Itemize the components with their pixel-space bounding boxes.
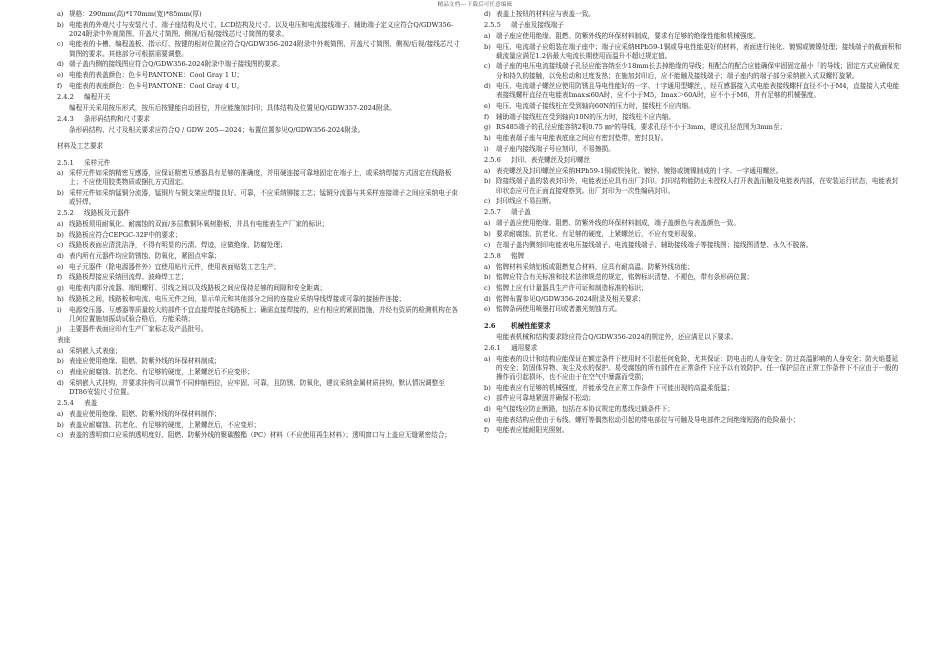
list-marker: a) — [57, 169, 64, 178]
list-text: 端子座内接线端子号应刻印，不易擦损。 — [496, 144, 615, 153]
list-item — [57, 169, 462, 187]
list-item — [57, 231, 462, 240]
list-marker: a) — [484, 262, 491, 271]
list-item — [57, 189, 462, 207]
list-text: 铭牌布置参见Q/GDW356-2024附录及相关要求； — [496, 294, 645, 303]
list-marker: a) — [484, 31, 491, 40]
list-text: 端子盖应使用绝缘、阻燃、防紫外线的环保材料制成，端子盖颜色与表盖颜色一致。 — [496, 219, 740, 228]
list-item — [484, 305, 904, 314]
list-item — [484, 284, 904, 293]
list-marker: h) — [57, 294, 64, 303]
list-text: 线路板焊接应采纳回流焊、波峰焊工艺； — [69, 273, 188, 282]
list-item — [484, 123, 904, 132]
list-item — [57, 306, 462, 324]
list-text: 表壳螺丝及封印螺丝应采纳HPb59-1铜或铁钝化、镀锌、镀铬或镀镍制成的十字、一字通用螺丝。 — [496, 166, 783, 175]
section-2-5-heading: 材料及工艺要求 — [57, 141, 104, 150]
list-meter-cover — [57, 410, 462, 440]
list-item — [57, 421, 462, 430]
list-marker: d) — [57, 378, 64, 387]
section-2-4-3-heading: 2.4.3 条形码结构和尺寸要求 — [57, 114, 150, 123]
section-2-6-1-heading: 2.6.1 通用要求 — [484, 344, 538, 353]
list-text: 采纳嵌入式挂钩，并要求挂钩可以调节不同伸缩档位，应牢固、可靠，且防锈、防氧化，建议采纳金属材质挂钩，默认情况调整至DT86安装尺寸位置。 — [69, 378, 445, 396]
list-text: 铭牌上应有计量器具生产许可证和制造标准的标识； — [496, 283, 648, 292]
list-item — [484, 416, 904, 425]
list-marker: b) — [484, 383, 491, 392]
list-meter-base — [57, 347, 462, 397]
list-marker: i) — [484, 144, 489, 153]
list-text: 规格：290mm(高)*170mm(宽)*85mm(厚) — [69, 10, 202, 18]
list-text: 封印线应不易拉断。 — [496, 197, 556, 206]
list-item — [484, 426, 904, 435]
section-2-5-2-heading: 2.5.2 线路板及元器件 — [57, 209, 131, 218]
list-circuit-board — [57, 220, 462, 334]
list-text: 表座应使用绝缘、阻燃、防紫外线的环保材料制成； — [69, 357, 221, 366]
list-item — [57, 252, 462, 261]
list-item — [484, 405, 904, 414]
list-marker: a) — [484, 166, 491, 175]
list-marker: e) — [484, 415, 491, 424]
section-2-4-2-heading: 2.4.2 编程开关 — [57, 92, 111, 101]
section-2-4-3-text: 条形码结构、尺寸及相关要求应符合Q / GDW 205—2024；布置位置参见Q/GDW356-2024附录。 — [69, 125, 365, 134]
list-item — [484, 394, 904, 403]
list-item — [57, 40, 462, 58]
list-marker: h) — [484, 134, 491, 143]
list-marker: e) — [484, 102, 491, 110]
list-item — [57, 220, 462, 229]
list-marker: a) — [484, 219, 491, 228]
section-2-5-7-heading: 2.5.7 端子盖 — [484, 208, 531, 217]
list-text: 铭牌条码使用喷墨打印或者激光刻蚀方式。 — [496, 305, 622, 314]
section-2-5-3-heading: 表座 — [57, 336, 71, 345]
list-text: 电压、电流端子接线柱在受到轴向60N的压力时，接线柱不应内缩。 — [496, 102, 695, 110]
list-marker: e) — [57, 262, 64, 271]
list-text: 电压、电流端子应组装在端子座中；端子应采纳HPb59-1铜或导电性能更好的材料，表面进行钝化、镀锡或镀镍处理；接线端子的截面积和载流量应满足1.2倍最大电流长期使用而温升不超过规定值。 — [496, 42, 902, 60]
right-column — [484, 10, 904, 437]
list-text: 电能表的表盖颜色：色卡号PANTONE：Cool Gray 1 U； — [69, 70, 244, 79]
list-text: 表座应耐腐蚀、抗老化、有足够的硬度，上紧螺丝后不应变形； — [69, 368, 254, 377]
list-text: 表盖应使用绝缘、阻燃、防紫外线的环保材料制作； — [69, 409, 221, 418]
list-marker: c) — [484, 240, 491, 249]
list-item — [484, 145, 904, 154]
list-marker: b) — [57, 188, 64, 197]
section-2-4-2-text: 编程开关采用按压形式，按压后按键能自动回位，并应能施加封印；具体结构及位置见Q/GDW357-2024附录。 — [69, 103, 396, 112]
list-text: 采样元件如采纳锰铜分流器，锰铜片与铜支架应焊接良好、可靠，不应采纳铆接工艺；锰铜分流器与其采样连接端子之间应采纳电子束或钎焊。 — [69, 188, 459, 207]
list-item — [57, 368, 462, 377]
list-item — [57, 82, 462, 91]
list-text: 铭牌应符合有关标准和技术法律规范的规定，铭牌标识清楚、不褪色，带有条形码位置； — [496, 273, 754, 282]
list-item — [57, 325, 462, 334]
list-marker: f) — [484, 112, 490, 121]
list-marker: d) — [484, 405, 491, 414]
list-marker: b) — [57, 420, 64, 429]
list-terminal-cover — [484, 219, 904, 249]
list-item — [57, 10, 462, 19]
list-marker: b) — [484, 177, 491, 186]
list-text: 线路板应符合CEPGC-32F中的要求； — [69, 230, 182, 239]
list-text: 电能表内部分流器、端钮螺钉、引线之间以及线路板之间应保持足够的间隙和安全距离； — [69, 284, 327, 293]
list-item — [484, 134, 904, 143]
list-marker: b) — [57, 230, 64, 239]
list-text: 电源变压器、互感器等质量较大的部件不宜直接焊接在线路板上；确需直接焊接的，应有相应的紧固措施，并经有资质的检测机构在各几何位置施加振动试验合格后，方能采纳； — [69, 305, 459, 323]
list-item — [57, 347, 462, 356]
list-text: 端子座的电压电流接线端子孔径应能容纳至少18mm长去掉绝缘的导线；相配合的配合应能确保牢固固定最小「的导线；固定方式应确保充分和持久的接触，以免松动和过度发热；在施加封印后，应不能触及接线端子；端子座内的端子部分采纳嵌入式双螺钉旋紧。 — [496, 62, 900, 80]
section-2-5-8-heading: 2.5.8 铭牌 — [484, 251, 525, 260]
list-item — [484, 177, 904, 195]
list-marker: b) — [57, 357, 64, 366]
list-item — [484, 263, 904, 272]
list-marker: d) — [484, 82, 491, 91]
list-sampling-elements — [57, 169, 462, 207]
list-marker: c) — [57, 40, 64, 49]
list-item — [484, 43, 904, 61]
list-text: 线路板须用耐氧化、耐腐蚀的双面/多层敷铜环氧树脂板，并具有电能表生产厂家的标识； — [69, 220, 329, 229]
list-text: 表盖应耐腐蚀、抗老化、有足够的硬度，上紧螺丝后，不应变形； — [69, 420, 261, 429]
list-marker: e) — [484, 305, 491, 314]
list-marker: b) — [484, 273, 491, 282]
list-marker: c) — [484, 197, 491, 206]
list-item — [57, 357, 462, 366]
list-text: 端子盖内侧的接线图应符合Q/GDW356-2024附录中端子接线图的要求。 — [69, 60, 284, 69]
list-marker: a) — [57, 10, 64, 18]
list-marker: j) — [57, 325, 62, 334]
list-item — [57, 263, 462, 272]
list-marker: f) — [57, 273, 63, 282]
left-column — [57, 10, 462, 442]
section-2-6-text: 电能表机械和结构要求除应符合Q/GDW356-2024的规定外，还应满足以下要求。 — [496, 332, 738, 341]
list-item — [484, 62, 904, 80]
list-item — [484, 102, 904, 111]
list-terminal-block — [484, 32, 904, 154]
list-item — [484, 384, 904, 393]
list-marker: a) — [57, 346, 64, 355]
section-2-5-6-heading: 2.5.6 封印、表壳螺丝及封印螺丝 — [484, 156, 591, 165]
list-text: 电压、电流端子螺丝应使用防锈且导电性能好的一字、十字通用型螺丝，，经互感器接入式电能表接线螺杆直径不小于M4，直接接入式电能表接线螺杆直径在电能表Imax≤60A时，应不小于M5，Imax＞60A时，应不小于M6，并有足够的机械强度。 — [496, 82, 900, 100]
list-text: 辅助端子接线柱在受到轴向10N的压力时，接线柱不应内缩。 — [496, 112, 676, 121]
list-item — [57, 21, 462, 39]
list-item — [57, 60, 462, 69]
list-text: 线路板表面应清洗洁净，不得有明显的污渍、焊迹，应做绝缘、防腐处理； — [69, 241, 287, 250]
list-text: 表盖的透明窗口应采纳透明度好、阻燃、防紫外线的聚碳酸酯（PC）材料（不应使用再生材料）；透明窗口与上盖应无缝紧密结合； — [69, 431, 452, 440]
list-text: 采样元件如采纳精密互感器，应保证精密互感器具有足够的准确度，并用硬连接可靠地固定在端子上，或采纳焊接方式固定在线路板上；不应使用胶类物质或捆扎方式固定。 — [69, 169, 452, 187]
list-item — [57, 273, 462, 282]
list-item — [57, 71, 462, 80]
list-item — [484, 241, 904, 250]
list-marker: a) — [57, 409, 64, 418]
list-text: 电能表端子座与电能表底座之间应有密封垫带，密封良好。 — [496, 134, 668, 143]
list-text: 电气接线应防止断路，包括在本协议规定的基线过载条件下； — [496, 405, 675, 414]
list-item — [484, 82, 904, 100]
list-marker: d) — [484, 294, 491, 303]
list-marker: c) — [57, 241, 64, 250]
list-item — [57, 431, 462, 440]
list-text: 电能表应能耐阳光照射。 — [496, 426, 569, 435]
section-2-5-1-heading: 2.5.1 采样元件 — [57, 158, 111, 167]
list-marker: d) — [57, 252, 64, 261]
list-item — [57, 284, 462, 293]
list-marker: c) — [57, 431, 64, 440]
list-marker: b) — [57, 20, 64, 29]
section-2-6-heading: 2.6 机械性能要求 — [484, 322, 551, 331]
list-general-requirements — [484, 355, 904, 436]
list-item — [484, 273, 904, 282]
list-text: 端子座应使用绝缘、阻燃、防紫外线的环保材料制成，要求有足够的绝缘性能和机械强度。 — [496, 31, 760, 40]
list-marker: a) — [57, 220, 64, 229]
list-marker: i) — [57, 305, 62, 314]
list-text: 电能表的表座颜色：色卡号PANTONE：Cool Gray 4 U。 — [69, 81, 244, 90]
list-marker: c) — [484, 283, 491, 292]
list-text: 线路板之间，线路板和电流、电压元件之间，显示单元和其他部分之间的连接应采纳导线焊接或可靠的接插件连接； — [69, 294, 406, 303]
list-item — [484, 295, 904, 304]
list-text: 在端子盖内侧刻印电能表电压接线端子、电流接线端子、辅助接线端子等接线图；接线图清楚、永久不脱落。 — [496, 240, 813, 249]
list-item — [57, 241, 462, 250]
list-marker: c) — [484, 394, 491, 403]
list-text: 主要器件表面应印有生产厂家标志及产品批号。 — [69, 325, 208, 334]
list-item — [484, 167, 904, 176]
list-text: 铭牌材料采纳铝板或阻燃复合材料，应具有耐高温、防紫外线功能； — [496, 262, 694, 271]
list-text: 表内所有元器件均应防锈蚀、防氧化，紧固点牢靠； — [69, 252, 221, 261]
list-marker: e) — [57, 70, 64, 79]
list-marker: b) — [484, 229, 491, 238]
list-marker: b) — [484, 42, 491, 51]
list-text: 电能表的外观尺寸与安装尺寸、端子座结构及尺寸、LCD结构及尺寸、以及电压和电流接线端子、辅助端子定义应符合Q/GDW356-2024附录中外观简图、开盖尺寸简图、侧视/后视/接线芯尺寸简图的要求。 — [69, 20, 454, 38]
list-dimensions — [57, 10, 462, 91]
list-item — [484, 32, 904, 41]
list-item — [484, 355, 904, 382]
list-item — [57, 379, 462, 397]
list-marker: g) — [57, 284, 64, 293]
list-marker: g) — [484, 123, 491, 132]
list-text: 电能表结构应使由于布线、螺钉等偶然松动引起的带电部位与可触及导电部件之间绝缘短路的危险最小； — [496, 415, 800, 424]
list-item — [484, 197, 904, 206]
list-text: 除接线端子盖的装表封印外，电能表还应具有出厂封印。封印结构能防止未授权人打开表盖而触及电能表内部，在安装运行状态，电能表封印状态应可在正面直接观察到。出厂封印为一次性编码封印。 — [496, 177, 899, 195]
list-text: 电能表应有足够的机械强度，并能承受在正常工作条件下可能出现的高温柔低温； — [496, 383, 734, 392]
list-marker: f) — [57, 81, 63, 90]
section-2-5-4-heading: 2.5.4 表盖 — [57, 399, 98, 408]
list-marker: d) — [57, 60, 64, 69]
list-text: 电能表的卡槽、编程盖板、指示灯、按键的相对位置应符合Q/GDW356-2024附录中外观简图、开盖尺寸简图、侧视/后视/接线芯尺寸简图的要求。其他部分可根据需要调整。 — [69, 40, 460, 58]
list-text: 采纳嵌入式表座； — [69, 346, 122, 355]
list-text: RS485端子的孔径应能容纳2根0.75 ㎜²的导线，要求孔径不小于3mm，建议孔径范围为3mm至； — [496, 123, 787, 132]
list-nameplate — [484, 263, 904, 315]
list-marker: f) — [484, 426, 490, 435]
list-text: 要求耐腐蚀、抗老化、有足够的硬度，上紧螺丝后，不应有变形现象。 — [496, 229, 701, 238]
list-item — [484, 230, 904, 239]
list-item: d) 表盖上按钮的材料应与表盖一致。 — [484, 10, 595, 18]
list-marker: a) — [484, 354, 491, 363]
list-marker: c) — [57, 368, 64, 377]
list-marker: c) — [484, 62, 491, 71]
list-item — [484, 113, 904, 122]
list-item — [57, 410, 462, 419]
list-text: 部件应可靠地紧固并确保不松动； — [496, 394, 595, 403]
list-item — [484, 219, 904, 228]
page-header: 精品文档---下载后可任意编辑 — [437, 2, 513, 8]
list-text: 电能表的设计和结构应能保证在额定条件下使用时不引起任何危险，尤其保证：防电击的人身安全；防过高温影响的人身安全；防火焰蔓延的安全；防固体异物、灰尘及水的保护。易受腐蚀的所有部件在正常条件下应予以有效防护。任一保护层在正常工作条件下不应由于一般的操作而引起损坏，也不应由于在空气中暴露而受损； — [496, 354, 899, 381]
list-text: 电子元器件（除电源器件外）宜使用贴片元件，使用表面贴装工艺生产； — [69, 262, 280, 271]
list-seals — [484, 167, 904, 207]
section-2-5-5-heading: 2.5.5 端子座及接线端子 — [484, 21, 564, 30]
list-item — [57, 295, 462, 304]
